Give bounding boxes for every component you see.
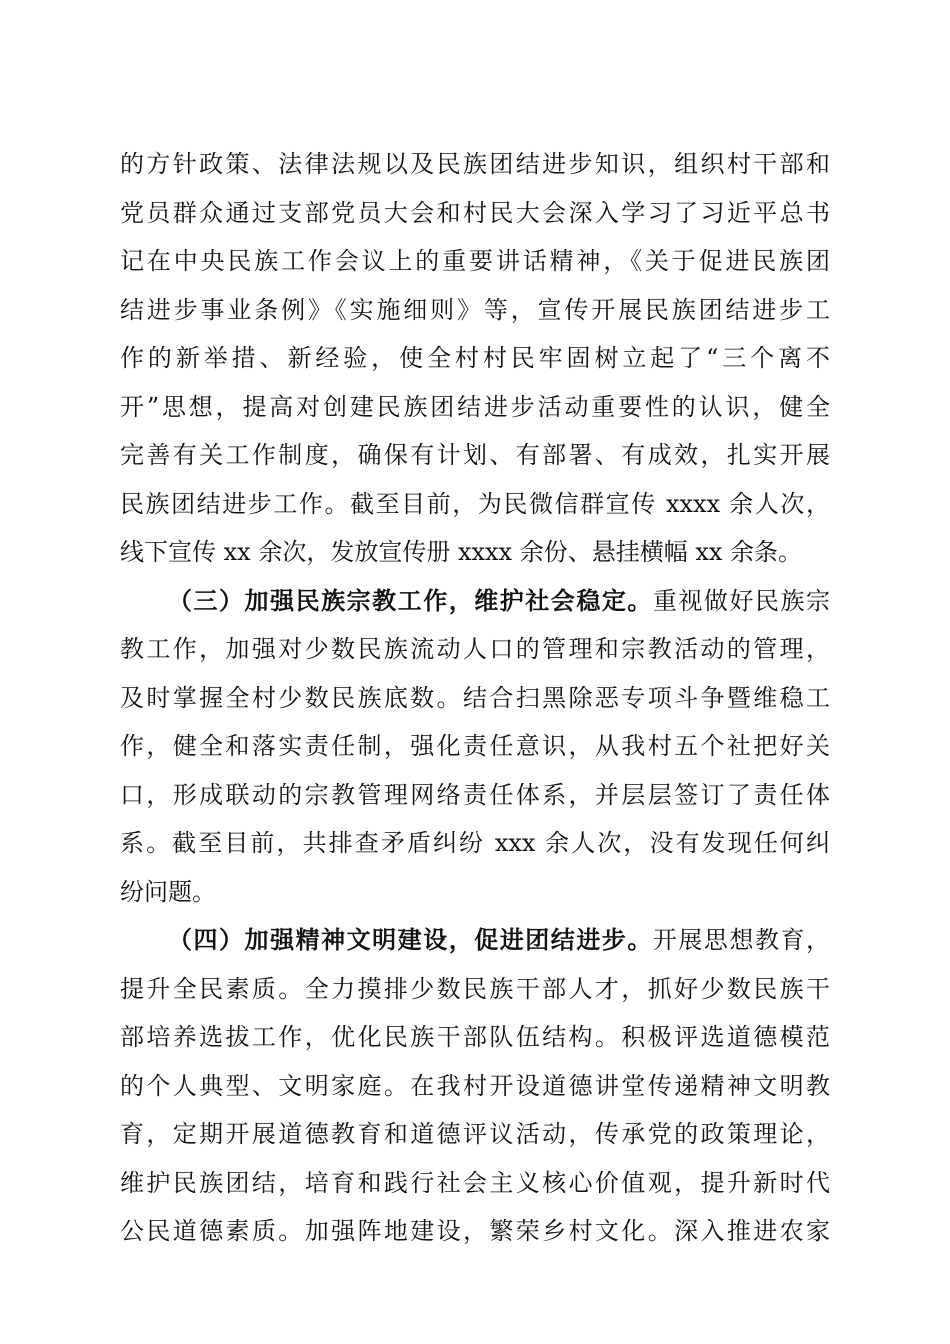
text-line: 党员群众通过支部党员大会和村民大会深入学习了习近平总书 (120, 198, 830, 227)
paragraph-propaganda (120, 140, 830, 577)
text-line (120, 916, 830, 965)
text-line: 的个人典型、文明家庭。在我村开设道德讲堂传递精神文明教 (120, 1071, 830, 1100)
text-line: 口，形成联动的宗教管理网络责任体系，并层层签订了责任体 (120, 780, 830, 809)
text-line: 公民道德素质。加强阵地建设，繁荣乡村文化。深入推进农家 (120, 1217, 830, 1245)
text-line: 的方针政策、法律法规以及民族团结进步知识，组织村干部和 (120, 150, 830, 178)
section-heading-3: （三）加强民族宗教工作，维护社会稳定。 (168, 585, 653, 615)
text-line: 记在中央民族工作会议上的重要讲话精神，《关于促进民族团 (120, 247, 830, 275)
text-run: 重视做好民族宗 (652, 586, 831, 615)
text-line: 民族团结进步工作。截至目前，为民微信群宣传 xxxx 余人次， (120, 489, 830, 518)
text-run: 开展思想教育， (652, 926, 831, 954)
text-line: 开”思想，提高对创建民族团结进步活动重要性的认识，健全 (120, 392, 830, 421)
text-line: 系。截至目前，共排查矛盾纠纷 xxx 余人次，没有发现任何纠 (120, 829, 830, 857)
text-line: 线下宣传 xx 余次，发放宣传册 xxxx 余份、悬挂横幅 xx 余条。 (120, 538, 803, 566)
text-line: 提升全民素质。全力摸排少数民族干部人才，抓好少数民族干 (120, 974, 830, 1003)
section-heading-4: （四）加强精神文明建设，促进团结进步。 (168, 925, 653, 954)
text-line: 纷问题。 (120, 877, 216, 906)
text-line: 维护民族团结，培育和践行社会主义核心价值观，提升新时代 (120, 1168, 830, 1197)
text-line: 完善有关工作制度，确保有计划、有部署、有成效，扎实开展 (120, 441, 830, 469)
text-line: 作，健全和落实责任制，强化责任意识，从我村五个社把好关 (120, 732, 830, 760)
document-body (120, 140, 830, 1256)
text-line: 部培养选拔工作，优化民族干部队伍结构。积极评选道德模范 (120, 1023, 830, 1051)
text-line: 作的新举措、新经验，使全村村民牢固树立起了“三个离不 (120, 344, 830, 372)
text-line: 及时掌握全村少数民族底数。结合扫黑除恶专项斗争暨维稳工 (120, 683, 830, 712)
text-line: 结进步事业条例》《实施细则》等，宣传开展民族团结进步工 (120, 295, 830, 324)
text-line: 育，定期开展道德教育和道德评议活动，传承党的政策理论， (120, 1120, 830, 1148)
text-line (120, 577, 830, 626)
text-line: 教工作，加强对少数民族流动人口的管理和宗教活动的管理， (120, 635, 830, 663)
paragraph-ethnic-religious-work (120, 577, 830, 917)
paragraph-spiritual-civilization (120, 916, 830, 1256)
